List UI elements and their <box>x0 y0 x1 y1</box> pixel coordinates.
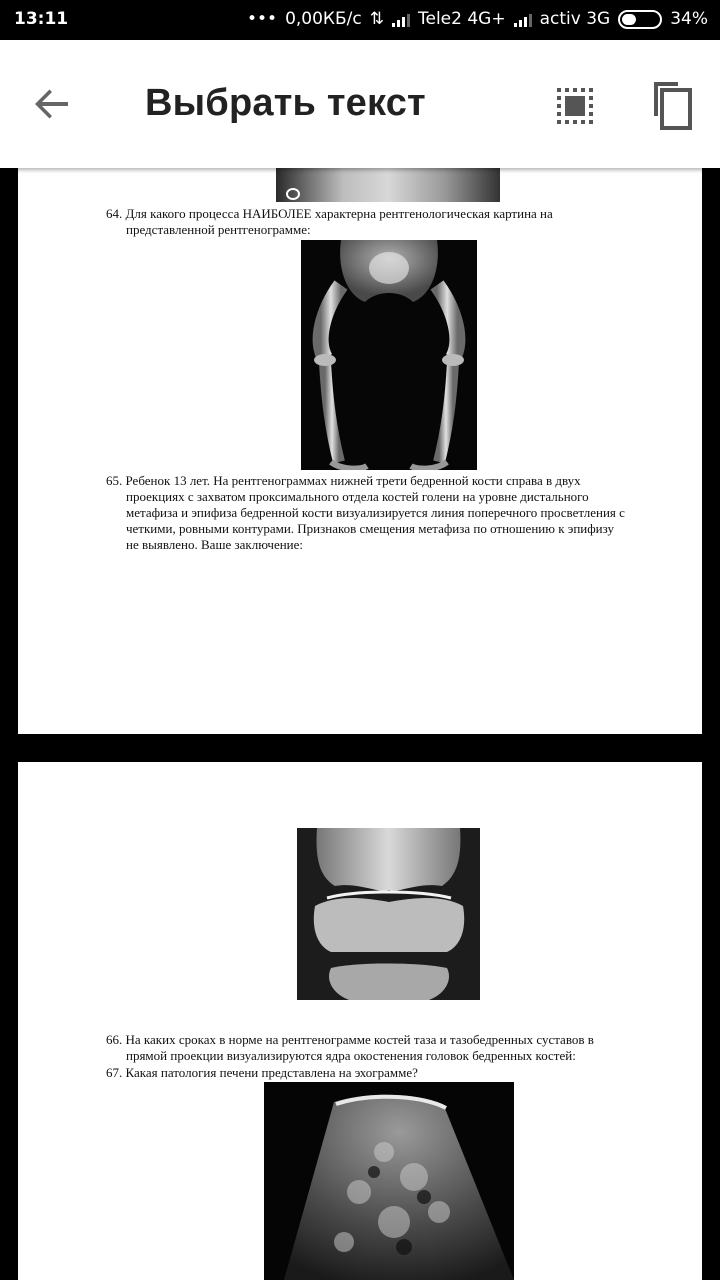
liver-ultrasound-image <box>264 1082 514 1280</box>
status-time: 13:11 <box>14 9 69 29</box>
q65-line-2: проекциях с захватом проксимального отдела костей голени на уровне дистального <box>126 489 589 504</box>
question-66 <box>106 1032 652 1064</box>
question-64 <box>106 206 652 238</box>
app-bar <box>0 40 720 168</box>
network-speed: 0,00КБ/с <box>285 9 362 29</box>
data-arrows-icon: ⇅ <box>369 9 384 29</box>
question-67 <box>106 1065 652 1081</box>
q66-line-2: прямой проекции визуализируются ядра окостенения головок бедренных костей: <box>126 1048 576 1063</box>
document-page-2 <box>18 762 702 1280</box>
q64-line-2: представленной рентгенограмме: <box>126 222 311 237</box>
q65-line-3: метафиза и эпифиза бедренной кости визуализируется линия поперечного просветления с <box>126 505 625 520</box>
signal-icon-2 <box>514 11 532 27</box>
signal-icon <box>392 11 410 27</box>
q65-line-5: не выявлено. Ваше заключение: <box>126 537 304 552</box>
carrier-1: Tele2 4G+ <box>418 9 506 29</box>
leg-xray-image <box>301 240 477 470</box>
carrier-2: activ 3G <box>539 9 611 29</box>
battery-level: 34% <box>670 9 708 29</box>
status-bar <box>0 0 720 40</box>
question-65 <box>106 473 652 553</box>
xray-fragment-image <box>276 168 500 202</box>
q67-line-1: 67. Какая патология печени представлена на эхограмме? <box>106 1065 418 1080</box>
notification-dots: ••• <box>246 9 278 29</box>
q66-line-1: 66. На каких сроках в норме на рентгенограмме костей таза и тазобедренных суставов в <box>106 1032 594 1047</box>
battery-icon <box>618 10 662 29</box>
q64-line-1: 64. Для какого процесса НАИБОЛЕЕ характерна рентгенологическая картина на <box>106 206 553 221</box>
copy-icon[interactable] <box>650 80 694 130</box>
back-arrow-icon[interactable] <box>28 80 76 128</box>
document-page-1 <box>18 168 702 734</box>
q65-line-4: четкими, ровными контурами. Признаков смещения метафиза по отношению к эпифизу <box>126 521 615 536</box>
status-right <box>247 9 708 29</box>
select-all-icon[interactable] <box>555 86 595 126</box>
page-title: Выбрать текст <box>145 82 426 124</box>
q65-line-1: 65. Ребенок 13 лет. На рентгенограммах нижней трети бедренной кости справа в двух <box>106 473 581 488</box>
knee-xray-image <box>297 828 480 1000</box>
